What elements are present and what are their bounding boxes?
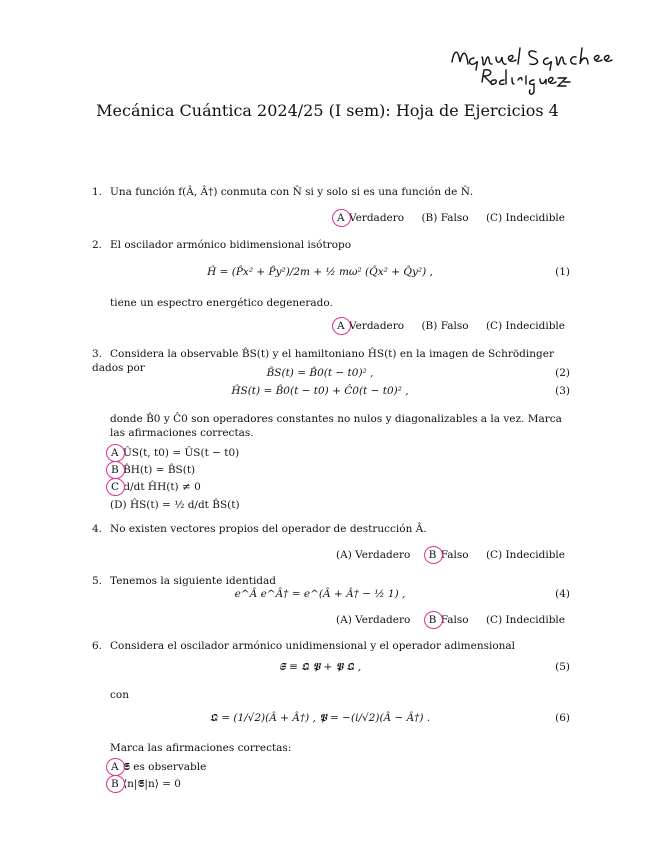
question-2: 2. El oscilador armónico bidimensional isótropo: [92, 239, 352, 251]
q2-options: [322, 320, 565, 332]
question-text: El oscilador armónico bidimensional isótropo: [110, 239, 352, 251]
question-number: 1.: [92, 186, 103, 198]
q6-item-b[interactable]: B ⟨n|𝕾|n⟩ = 0: [111, 778, 181, 790]
option-a[interactable]: (A) Verdadero: [336, 549, 411, 561]
option-a[interactable]: (A) Verdadero: [336, 614, 411, 626]
q3-item-c[interactable]: C d/dt ĤH(t) ≠ 0: [111, 481, 201, 493]
option-a[interactable]: A Verdadero: [337, 212, 405, 224]
question-2-text2: tiene un espectro energético degenerado.: [110, 297, 333, 309]
q6-item-a[interactable]: A 𝕾 es observable: [111, 761, 207, 773]
selection-circle: A: [337, 320, 345, 332]
question-1: [92, 185, 572, 199]
option-c[interactable]: (C) Indecidible: [485, 212, 565, 224]
con-text: con: [110, 689, 129, 701]
q4-options: [322, 549, 565, 561]
q3-item-b[interactable]: B B̂H(t) = B̂S(t): [111, 464, 196, 476]
option-b[interactable]: (B) Falso: [421, 320, 469, 332]
question-text: Considera la observable B̂S(t) y el hamiltoniano ĤS(t) en la imagen de Schrödinger dados por: [92, 348, 554, 374]
page-title: Mecánica Cuántica 2024/25 (I sem): Hoja de Ejercicios 4: [96, 101, 559, 120]
q5-options: [322, 614, 565, 626]
option-b[interactable]: (B) Falso: [421, 212, 469, 224]
q1-options: [322, 212, 565, 224]
question-4: 4. No existen vectores propios del operador de destrucción Â.: [92, 523, 427, 535]
option-a[interactable]: A Verdadero: [337, 320, 405, 332]
q3-item-d[interactable]: (D) ĤS(t) = ½ d/dt B̂S(t): [110, 499, 240, 511]
q3-item-a[interactable]: A ÛS(t, t0) = ÛS(t − t0): [111, 447, 240, 459]
question-6: 6. Considera el oscilador armónico unidimensional y el operador adimensional: [92, 640, 516, 652]
option-b[interactable]: B Falso: [428, 549, 469, 561]
selection-circle: A: [337, 212, 345, 224]
question-text: No existen vectores propios del operador de destrucción Â.: [110, 523, 427, 535]
option-c[interactable]: (C) Indecidible: [485, 320, 565, 332]
option-b[interactable]: B Falso: [428, 614, 469, 626]
question-6-text2: Marca las afirmaciones correctas:: [110, 742, 292, 754]
option-c[interactable]: (C) Indecidible: [485, 614, 565, 626]
question-text: Tenemos la siguiente identidad: [110, 575, 277, 587]
question-5: 5. Tenemos la siguiente identidad: [92, 575, 277, 587]
option-c[interactable]: (C) Indecidible: [485, 549, 565, 561]
question-3: 3. Considera la observable B̂S(t) y el hamiltoniano ĤS(t) en la imagen de Schrödinger dados por: [92, 348, 554, 374]
selection-circle: B: [428, 614, 437, 626]
selection-circle: B: [428, 549, 437, 561]
question-text: Considera el oscilador armónico unidimensional y el operador adimensional: [110, 640, 516, 652]
question-text: Una función f(Â, Â†) conmuta con N̂ si y solo si es una función de N̂.: [110, 186, 474, 198]
handwritten-signature: [430, 40, 630, 100]
question-3-text2: donde B̂0 y Ĉ0 son operadores constantes no nulos y diagonalizables a la vez. Marca las afirmaciones correctas.: [110, 413, 562, 439]
